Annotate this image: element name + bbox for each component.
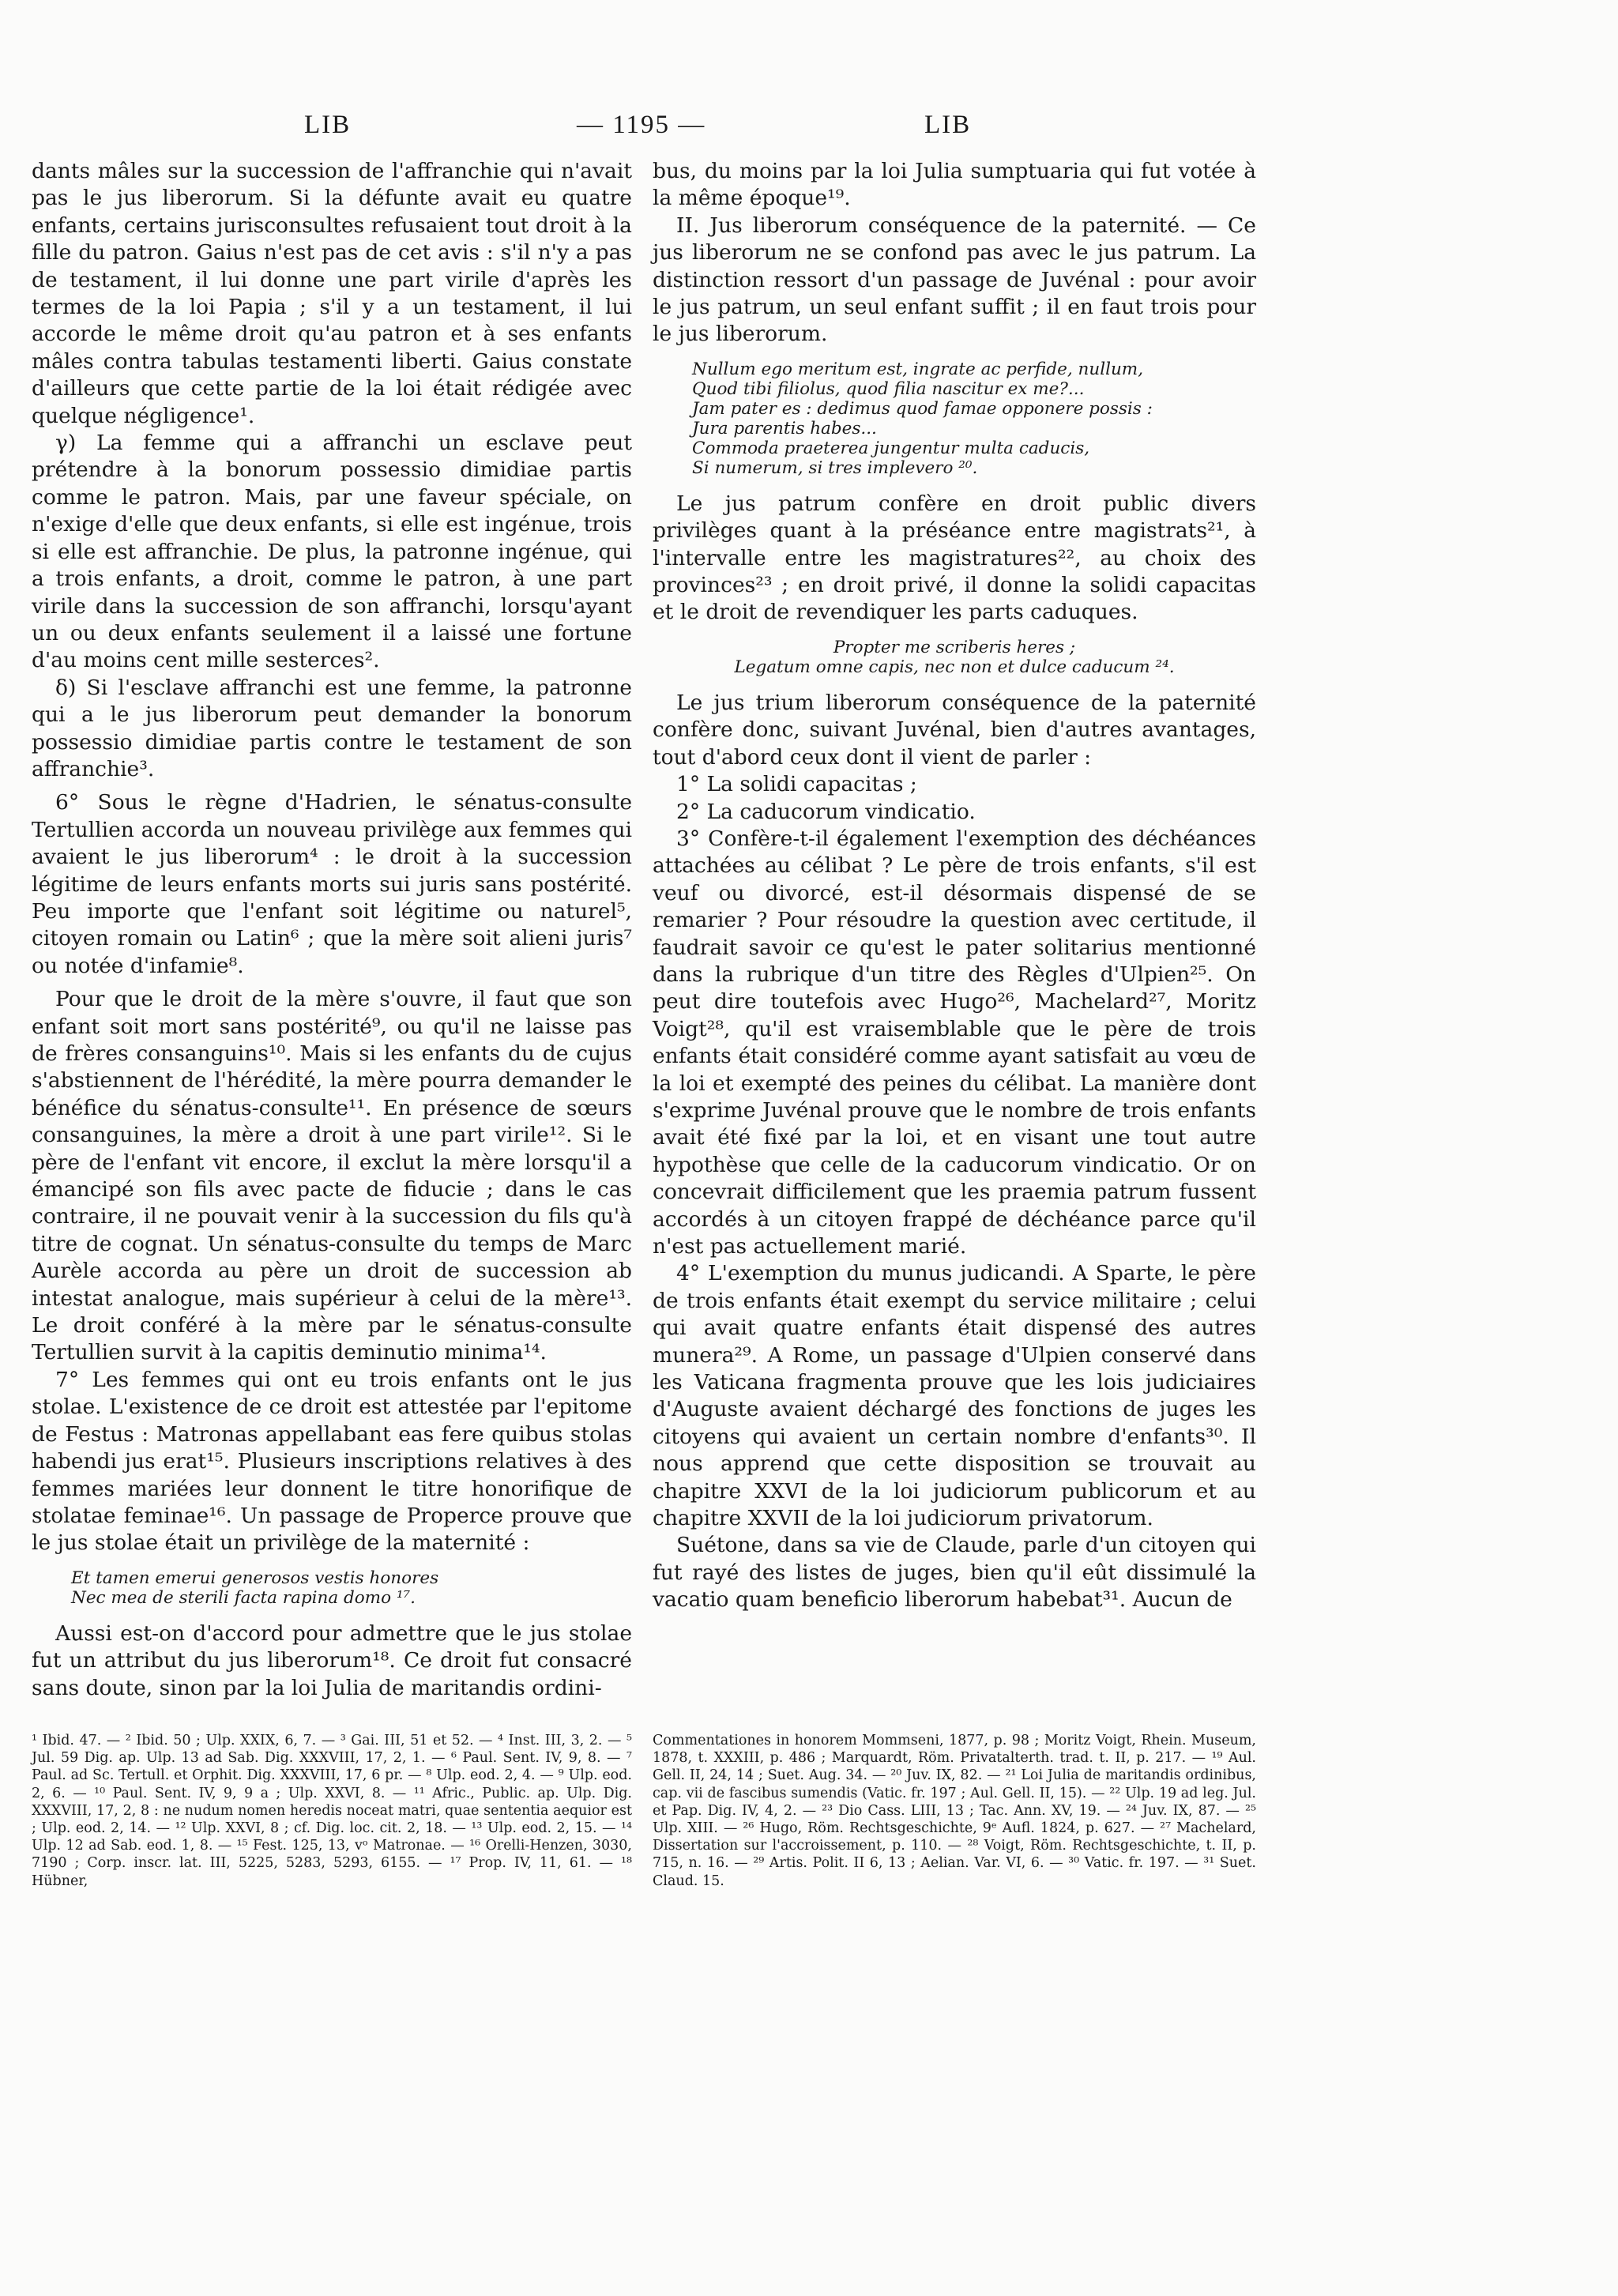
paragraph: Suétone, dans sa vie de Claude, parle d'un citoyen qui fut rayé des listes de juges, bien qu'il eût dissimulé la vacatio quam beneficio liberorum habebat³¹. Aucun de: [653, 1533, 1256, 1613]
paragraph: 3° Confère-t-il également l'exemption des déchéances attachées au célibat ? Le père de trois enfants, s'il est veuf ou divorcé, est-il désormais dispensé de se remarier ? Pour résoudre la question avec certitude, il faudrait savoir ce qu'est le pater solitarius mentionné dans la rubrique d'un titre des Règles d'Ulpien²⁵. On peut dire toutefois avec Hugo²⁶, Machelard²⁷, Moritz Voigt²⁸, qu'il est vraisemblable que le père de trois enfants était considéré comme ayant satisfait au vœu de la loi et exempté des peines du célibat. La manière dont s'exprime Juvénal prouve que le nombre de trois enfants avait été fixé par la loi, et en visant une tout autre hypothèse que celle de la caducorum vindicatio. Or on concevrait difficilement que les praemia patrum fussent accordés à un citoyen frappé de déchéance parce qu'il n'est pas actuellement marié.: [653, 826, 1256, 1259]
verse-line: Nec mea de sterili facta rapina domo ¹⁷.: [71, 1587, 416, 1608]
paragraph: γ) La femme qui a affranchi un esclave peut prétendre à la bonorum possessio dimidiae partis comme le patron. Mais, par une faveur spéciale, on n'exige d'elle que deux enfants, si elle est ingénue, trois si elle est affranchie. De plus, la patronne ingénue, qui a trois enfants, a droit, comme le patron, à une part virile dans la succession de son affranchi, lorsqu'ayant un ou deux enfants seulement il a laissé une fortune d'au moins cent mille sesterces².: [32, 431, 632, 673]
left-column-body: [32, 158, 632, 1557]
running-header: [0, 111, 1618, 150]
verse-line: Nullum ego meritum est, ingrate ac perfide, nullum,: [692, 359, 1144, 379]
paragraph: Pour que le droit de la mère s'ouvre, il faut que son enfant soit mort sans postérité⁹, ou qu'il ne laisse pas de frères consanguins¹⁰. Mais si les enfants du de cujus s'abstiennent de l'hérédité, la mère pourra demander le bénéfice du sénatus-consulte¹¹. En présence de sœurs consanguines, la mère a droit à une part virile¹². Si le père de l'enfant vit encore, il exclut la mère lorsqu'il a émancipé son fils avec pacte de fiducie ; dans le cas contraire, il ne pouvait venir à la succession du fils qu'à titre de cognat. Un sénatus-consulte du temps de Marc Aurèle accorda au père un droit de succession ab intestat analogue, mais supérieur à celui de la mère¹³. Le droit conféré à la mère par le sénatus-consulte Tertullien survit à la capitis deminutio minima¹⁴.: [32, 987, 632, 1365]
verse-line: Propter me scriberis heres ;: [833, 637, 1076, 657]
paragraph: bus, du moins par la loi Julia sumptuaria qui fut votée à la même époque¹⁹.: [653, 159, 1256, 211]
verse-line: Jura parentis habes...: [692, 418, 877, 438]
footnotes-right: Commentationes in honorem Mommseni, 1877, p. 98 ; Moritz Voigt, Rhein. Museum, 1878, t. XXXIII, p. 486 ; Marquardt, Röm. Privatalterth. trad. t. II, p. 217. — ¹⁹ Aul. Gell. II, 24, 14 ; Suet. Aug. 34. — ²⁰ Juv. IX, 82. — ²¹ Loi Julia de maritandis ordinibus, cap. vii de fascibus sumendis (Vatic. fr. 197 ; Aul. Gell. II, 15). — ²² Ulp. 19 ad leg. Jul. et Pap. Dig. IV, 4, 2. — ²³ Dio Cass. LIII, 13 ; Tac. Ann. XV, 19. — ²⁴ Juv. IX, 87. — ²⁵ Ulp. XIII. — ²⁶ Hugo, Röm. Rechtsgeschichte, 9ᵉ Aufl. 1824, p. 627. — ²⁷ Machelard, Dissertation sur l'accroissement, p. 110. — ²⁸ Voigt, Röm. Rechtsgeschichte, t. II, p. 715, n. 16. — ²⁹ Artis. Polit. II 6, 13 ; Aelian. Var. VI, 6. — ³⁰ Vatic. fr. 197. — ³¹ Suet. Claud. 15.: [653, 1733, 1256, 1889]
verse-line: Quod tibi filiolus, quod filia nascitur ex me?...: [692, 378, 1085, 399]
paragraph: 6° Sous le règne d'Hadrien, le sénatus-consulte Tertullien accorda un nouveau privilège aux femmes qui avaient le jus liberorum⁴ : le droit à la succession légitime de leurs enfants morts sui juris sans postérité. Peu importe que l'enfant soit légitime ou naturel⁵, citoyen romain ou Latin⁶ ; que la mère soit alieni juris⁷ ou notée d'infamie⁸.: [32, 790, 632, 978]
verse-line: Si numerum, si tres implevero ²⁰.: [692, 457, 978, 478]
header-right-keyword: LIB: [924, 111, 972, 139]
paragraph: 7° Les femmes qui ont eu trois enfants ont le jus stolae. L'existence de ce droit est attestée par l'epitome de Festus : Matronas appellabant eas fere quibus stolas habendi jus erat¹⁵. Plusieurs inscriptions relatives à des femmes mariées leur donnent le titre honorifique de stolatae feminae¹⁶. Un passage de Properce prouve que le jus stolae était un privilège de la maternité :: [32, 1367, 632, 1556]
paragraph: Le jus trium liberorum conséquence de la paternité confère donc, suivant Juvénal, bien d'autres avantages, tout d'abord ceux dont il vient de parler :: [653, 690, 1256, 770]
paragraph: 1° La solidi capacitas ;: [676, 772, 917, 797]
paragraph: δ) Si l'esclave affranchi est une femme, la patronne qui a le jus liberorum peut demander la bonorum possessio dimidiae partis contre le testament de son affranchie³.: [32, 675, 632, 781]
right-verse-quotation-caducum: [653, 638, 1256, 677]
verse-line: Legatum omne capis, nec non et dulce caducum ²⁴.: [734, 657, 1175, 677]
right-verse-quotation-juvenal: [692, 359, 1256, 478]
verse-line: Commoda praeterea jungentur multa caducis,: [692, 438, 1090, 458]
verse-line: Et tamen emerui generosos vestis honores: [71, 1568, 439, 1588]
left-verse-quotation: [71, 1568, 632, 1608]
left-column: [32, 158, 632, 1702]
page-number: — 1195 —: [577, 111, 706, 139]
right-column-body-c: [653, 690, 1256, 1614]
verse-line: Jam pater es : dedimus quod famae opponere possis :: [692, 398, 1153, 419]
right-column: [653, 158, 1256, 1614]
paragraph: 4° L'exemption du munus judicandi. A Sparte, le père de trois enfants était exempt du service militaire ; celui qui avait quatre enfants était dispensé des autres munera²⁹. A Rome, un passage d'Ulpien conservé dans les Vaticana fragmenta prouve que les lois judiciaires d'Auguste avaient déchargé des fonctions de juges les citoyens qui avaient un certain nombre d'enfants³⁰. Il nous apprend que cette disposition se trouvait au chapitre XXVI de la loi judiciorum publicorum et au chapitre XXVII de la loi judiciorum privatorum.: [653, 1261, 1256, 1531]
paragraph: Aussi est-on d'accord pour admettre que le jus stolae fut un attribut du jus liberorum¹⁸. Ce droit fut consacré sans doute, sinon par la loi Julia de maritandis ordini-: [32, 1620, 632, 1700]
right-column-body-a: [653, 158, 1256, 348]
footnotes-left: ¹ Ibid. 47. — ² Ibid. 50 ; Ulp. XXIX, 6, 7. — ³ Gai. III, 51 et 52. — ⁴ Inst. III, 3, 2. — ⁵ Jul. 59 Dig. ap. Ulp. 13 ad Sab. Dig. XXXVIII, 17, 2, 1. — ⁶ Paul. Sent. IV, 9, 8. — ⁷ Paul. ad Sc. Tertull. et Orphit. Dig. XXXVIII, 17, 6 pr. — ⁸ Ulp. eod. 2, 4. — ⁹ Ulp. eod. 2, 6. — ¹⁰ Paul. Sent. IV, 9, 9 a ; Ulp. XXVI, 8. — ¹¹ Afric., Public. ap. Ulp. Dig. XXXVIII, 17, 2, 8 : ne nudum nomen heredis noceat matri, quae sententia aequior est ; Ulp. eod. 2, 14. — ¹² Ulp. XXVI, 8 ; cf. Dig. loc. cit. 2, 18. — ¹³ Ulp. eod. 2, 15. — ¹⁴ Ulp. 12 ad Sab. eod. 1, 8. — ¹⁵ Fest. 125, 13, vᵒ Matronae. — ¹⁶ Orelli-Henzen, 3030, 7190 ; Corp. inscr. lat. III, 5225, 5283, 5293, 6155. — ¹⁷ Prop. IV, 11, 61. — ¹⁸ Hübner,: [32, 1733, 632, 1889]
paragraph: dants mâles sur la succession de l'affranchie qui n'avait pas le jus liberorum. Si la défunte avait eu quatre enfants, certains jurisconsultes refusaient tout droit à la fille du patron. Gaius n'est pas de cet avis : s'il n'y a pas de testament, il lui donne une part virile d'après les termes de la loi Papia ; s'il y a un testament, il lui accorde le même droit qu'au patron et à ses enfants mâles contra tabulas testamenti liberti. Gaius constate d'ailleurs que cette partie de la loi était rédigée avec quelque négligence¹.: [32, 159, 632, 428]
header-left-keyword: LIB: [304, 111, 352, 139]
paragraph: 2° La caducorum vindicatio.: [676, 799, 976, 824]
right-column-body-b: [653, 491, 1256, 627]
paragraph: II. Jus liberorum conséquence de la paternité. — Ce jus liberorum ne se confond pas avec le jus patrum. La distinction ressort d'un passage de Juvénal : pour avoir le jus patrum, un seul enfant suffit ; il en faut trois pour le jus liberorum.: [653, 213, 1256, 347]
left-column-body-continued: [32, 1620, 632, 1702]
paragraph: Le jus patrum confère en droit public divers privilèges quant à la préséance entre magistrats²¹, à l'intervalle entre les magistratures²², au choix des provinces²³ ; en droit privé, il donne la solidi capacitas et le droit de revendiquer les parts caduques.: [653, 491, 1256, 625]
